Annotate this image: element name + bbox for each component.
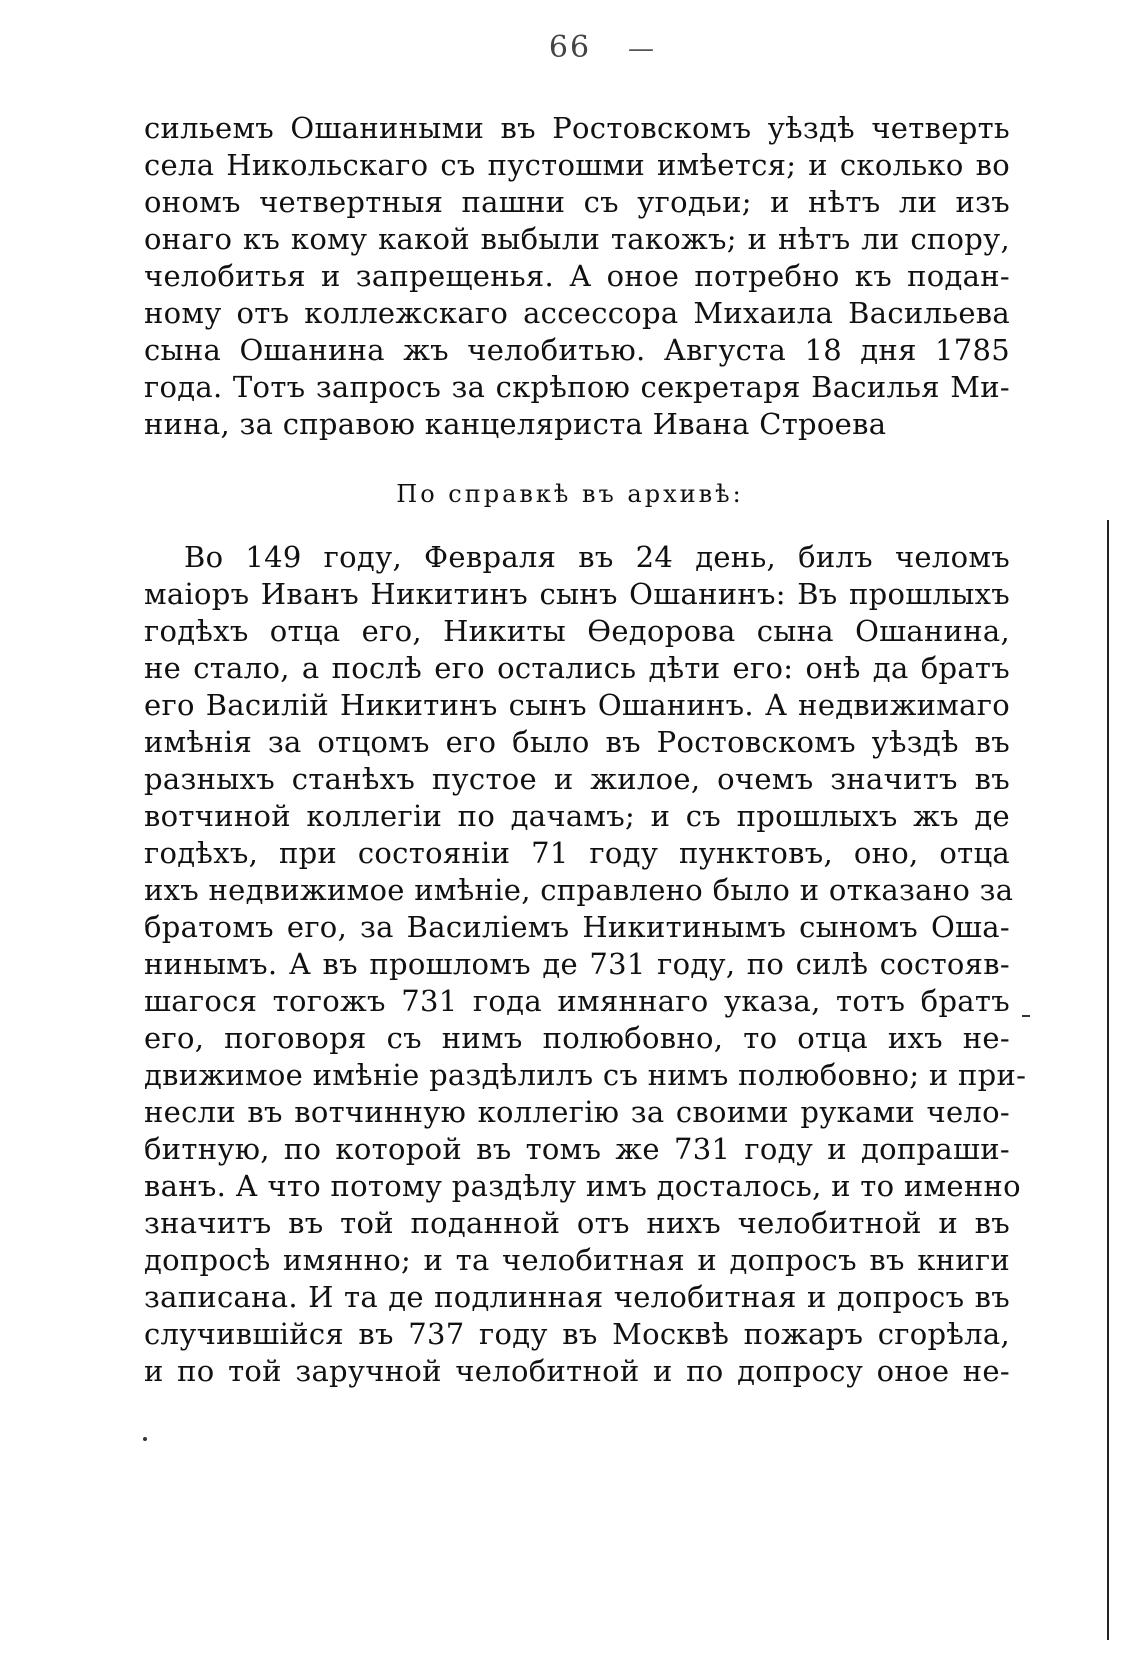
- text-line: значитъ въ той поданной отъ нихъ челобитной и въ: [144, 1206, 1010, 1240]
- text-line: сильемъ Ошаниными въ Ростовскомъ уѣздѣ четверть: [144, 111, 1010, 145]
- text-line: несли въ вотчинную коллегію за своими руками чело-: [144, 1095, 1010, 1129]
- text-line: онаго къ кому какой выбыли такожъ; и нѣтъ ли спору,: [144, 222, 1010, 256]
- text-line: годѣхъ отца его, Никиты Ѳедорова сына Ошанина,: [144, 614, 1010, 648]
- page-edge-rule: [1107, 520, 1109, 1640]
- text-line: ихъ недвижимое имѣніе, справлено было и отказано за: [144, 873, 1014, 907]
- text-line: допросѣ имянно; и та челобитная и допросъ въ книги: [144, 1243, 1010, 1277]
- text-line: годѣхъ, при состояніи 71 году пунктовъ, оно, отца: [144, 836, 1010, 870]
- text-line: Во 149 году, Февраля въ 24 день, билъ челомъ: [184, 540, 1010, 574]
- text-line: села Никольскаго съ пустошми имѣется; и сколько во: [144, 148, 1010, 182]
- text-line: ономъ четвертныя пашни съ угодьи; и нѣтъ ли изъ: [144, 185, 1010, 219]
- text-line: его, поговоря съ нимъ полюбовно, то отца ихъ не-: [144, 1021, 1010, 1055]
- paragraph-1: [144, 110, 1010, 443]
- page-number: 66: [548, 30, 592, 65]
- text-line: имѣнія за отцомъ его было въ Ростовскомъ уѣздѣ въ: [144, 725, 1010, 759]
- text-line: не стало, а послѣ его остались дѣти его: онѣ да братъ: [144, 651, 1010, 685]
- text-line: шагося тогожъ 731 года имяннаго указа, тотъ братъ: [144, 984, 1010, 1018]
- paragraph-2: [144, 539, 1027, 1390]
- text-line: движимое имѣніе раздѣлилъ съ нимъ полюбовно; и при-: [144, 1058, 1027, 1092]
- text-line: маіоръ Иванъ Никитинъ сынъ Ошанинъ: Въ прошлыхъ: [144, 577, 1010, 611]
- text-line: разныхъ станѣхъ пустое и жилое, очемъ значитъ въ: [144, 762, 1010, 796]
- stray-dot: [143, 1437, 147, 1441]
- text-line: ному отъ коллежскаго ассессора Михаила Васильева: [144, 296, 1010, 330]
- text-line: братомъ его, за Василіемъ Никитинымъ сыномъ Оша-: [144, 910, 1010, 944]
- text-line: вотчиной коллегіи по дачамъ; и съ прошлыхъ жъ де: [144, 799, 1010, 833]
- text-line: случившійся въ 737 году въ Москвѣ пожаръ сгорѣла,: [144, 1317, 1010, 1351]
- text-line: битную, по которой въ томъ же 731 году и допраши-: [144, 1132, 1010, 1166]
- text-line: сына Ошанина жъ челобитью. Августа 18 дня 1785: [144, 333, 1010, 367]
- text-line: года. Тотъ запросъ за скрѣпою секретаря Василья Ми-: [144, 370, 1010, 404]
- text-line: челобитья и запрещенья. А оное потребно къ подан-: [144, 259, 1010, 293]
- text-line: его Василій Никитинъ сынъ Ошанинъ. А недвижимаго: [144, 688, 1010, 722]
- text-line: ванъ. А что потому раздѣлу имъ досталось, и то именно: [144, 1169, 1021, 1203]
- margin-mark: [1022, 1015, 1030, 1017]
- text-line: записана. И та де подлинная челобитная и допросъ въ: [144, 1280, 1010, 1314]
- section-heading: По справкѣ въ архивѣ:: [396, 480, 744, 508]
- page-number-dash: —: [628, 34, 654, 64]
- text-line: нина, за справою канцеляриста Ивана Строева: [144, 407, 887, 441]
- text-line: нинымъ. А въ прошломъ де 731 году, по силѣ состояв-: [144, 947, 1010, 981]
- text-line: и по той заручной челобитной и по допросу оное не-: [144, 1354, 1010, 1388]
